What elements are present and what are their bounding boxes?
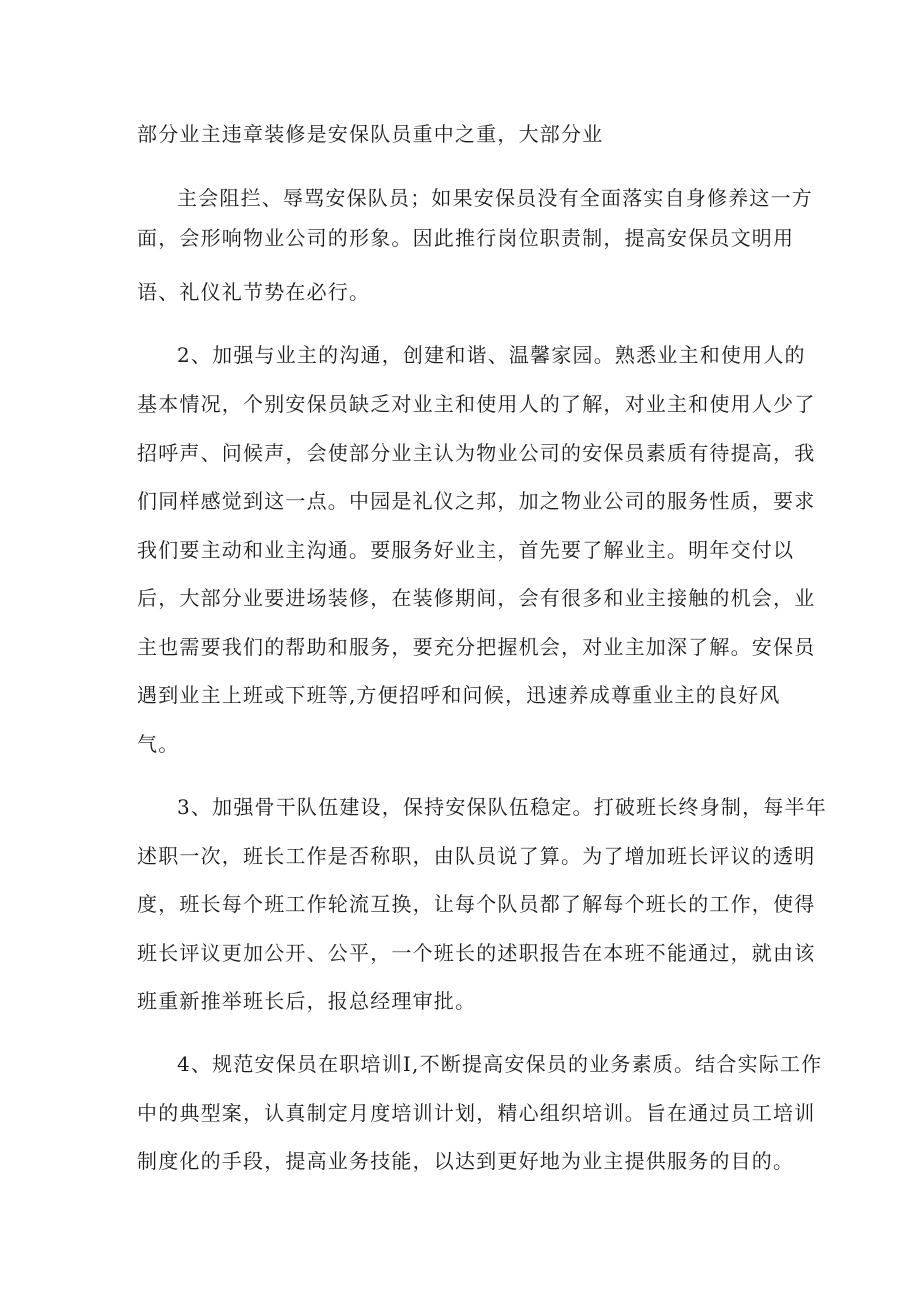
text-line: 我们要主动和业主沟通。要服务好业主，首先要了解业主。明年交付以 xyxy=(137,538,795,562)
text-line: 基本情况，个别安保员缺乏对业主和使用人的了解，对业主和使用人少了 xyxy=(137,392,816,416)
text-line: 遇到业主上班或下班等,方便招呼和问候，迅速养成尊重业主的良好风 xyxy=(137,683,781,707)
text-line: 度，班长每个班工作轮流互换，让每个队员都了解每个班长的工作，使得 xyxy=(137,892,816,916)
text-line: 述职一次，班长工作是否称职，由队员说了算。为了增加班长评议的透明 xyxy=(137,844,816,868)
text-line: 主也需要我们的帮助和服务，要充分把握机会，对业主加深了解。安保员 xyxy=(137,635,816,659)
text-line: 4、规范安保员在职培训I,不断提高安保员的业务素质。结合实际工作 xyxy=(177,1052,823,1076)
text-line: 后，大部分业要进场装修，在装修期间，会有很多和业主接触的机会，业 xyxy=(137,586,816,610)
text-line: 主会阻拦、辱骂安保队员；如果安保员没有全面落实自身修养这一方 xyxy=(177,186,813,210)
text-line: 班重新推举班长后，报总经理审批。 xyxy=(137,989,477,1013)
text-line: 中的典型案，认真制定月度培训计划，精心组织培训。旨在通过员工培训 xyxy=(137,1101,816,1125)
text-line: 3、加强骨干队伍建设，保持安保队伍稳定。打破班长终身制，每半年 xyxy=(177,795,827,819)
text-line: 班长评议更加公开、公平，一个班长的述职报告在本班不能通过，就由该 xyxy=(137,941,816,965)
text-line: 们同样感觉到这一点。中园是礼仪之邦，加之物业公司的服务性质，要求 xyxy=(137,489,816,513)
text-line: 语、礼仪礼节势在必行。 xyxy=(137,280,371,304)
text-line: 部分业主违章装修是安保队员重中之重，大部分业 xyxy=(137,122,604,146)
text-line: 2、加强与业主的沟通，创建和谐、温馨家园。熟悉业主和使用人的 xyxy=(177,343,806,367)
text-line: 气。 xyxy=(137,732,180,756)
text-line: 面，会形响物业公司的形象。因此推行岗位职责制，提高安保员文明用 xyxy=(137,226,795,250)
text-line: 招呼声、问候声，会使部分业主认为物业公司的安保员素质有待提高，我 xyxy=(137,441,816,465)
text-line: 制度化的手段，提高业务技能，以达到更好地为业主提供服务的目的。 xyxy=(137,1149,795,1173)
